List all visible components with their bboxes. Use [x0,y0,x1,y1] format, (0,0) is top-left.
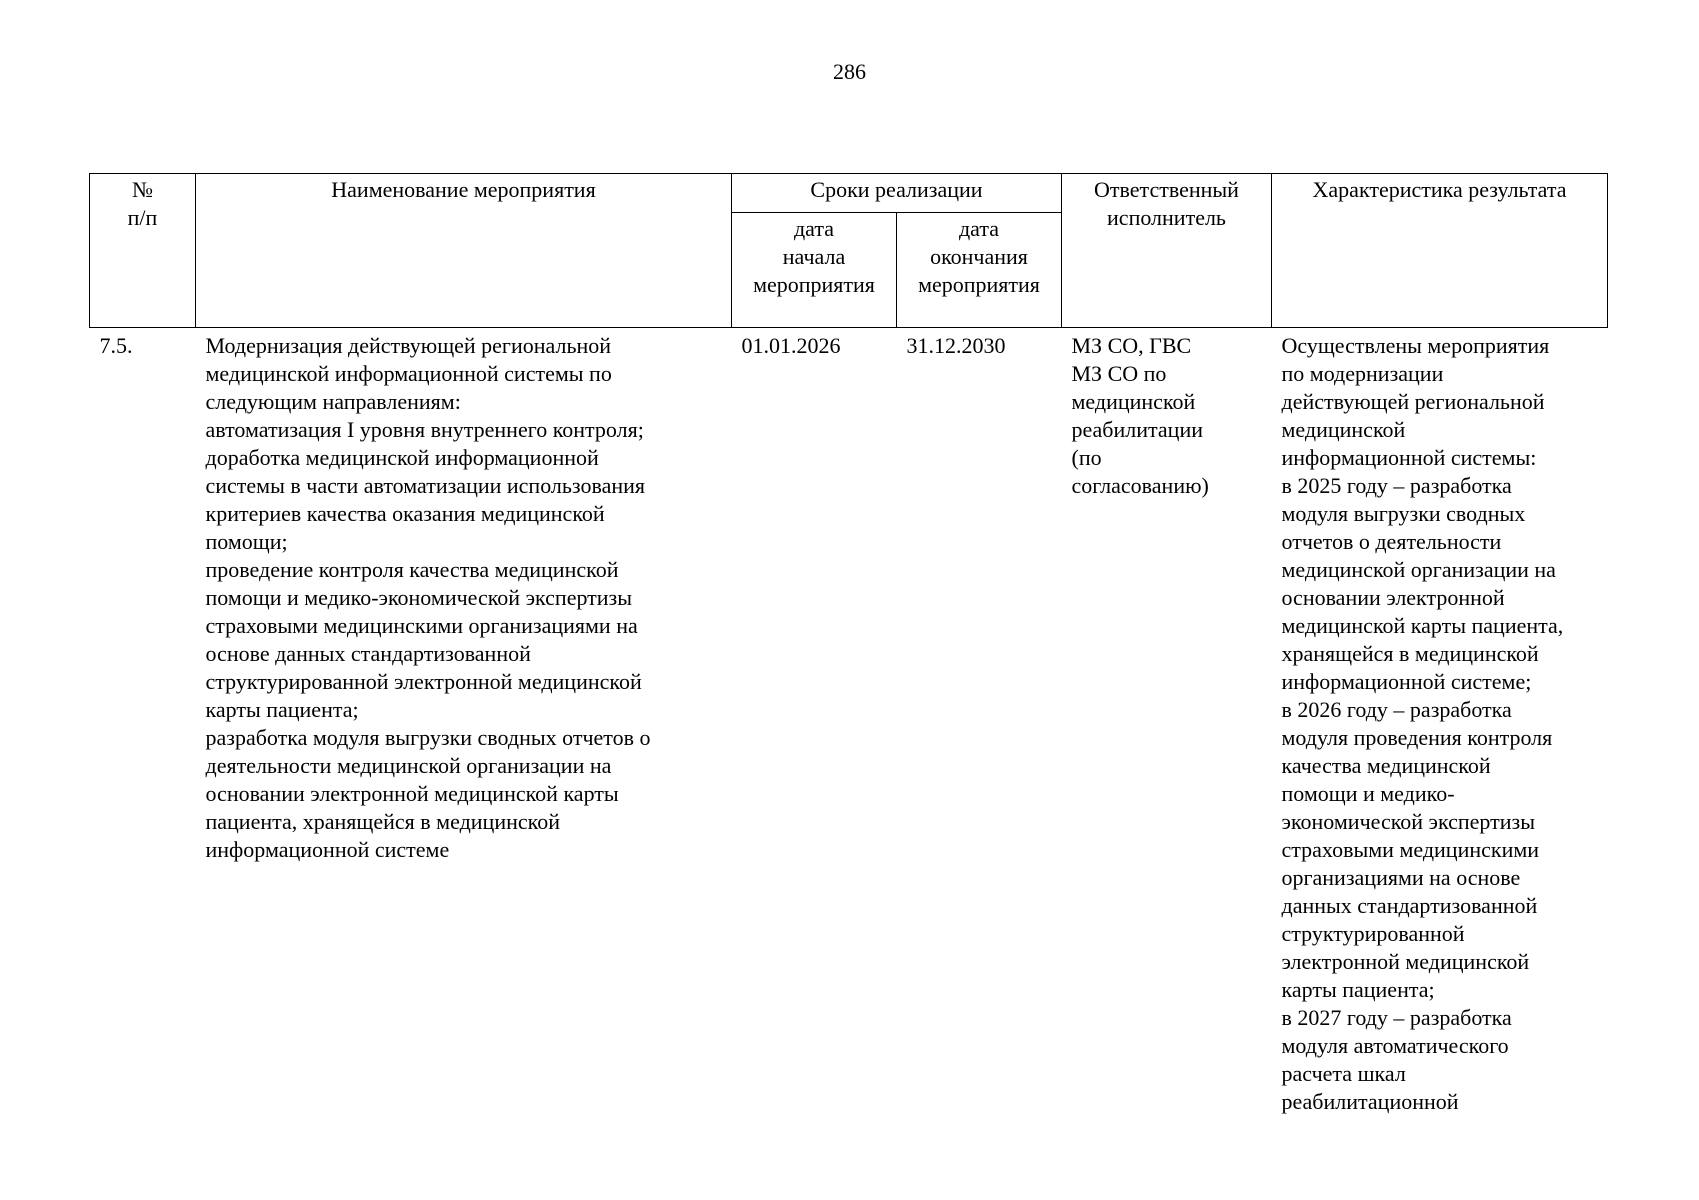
row-result: Осуществлены мероприятия по модернизации действующей региональной медицинской информационной системы: в 2025 году – разработка модуля выгрузки сводных отчетов о деятельности медицинской организации на основании электронной медицинской карты пациента, хранящейся в медицинской информационной системе; в 2026 году – разработка модуля проведения контроля качества медицинской помощи и медико- экономической экспертизы страховыми медицинскими организациями на основе данных стандартизованной структурированной электронной медицинской карты пациента; в 2027 году – разработка модуля автоматического расчета шкал реабилитационной [1281,333,1564,1114]
row-end-date: 31.12.2030 [906,333,1006,358]
header-activity-name: Наименование мероприятия [196,174,732,328]
header-result: Характеристика результата [1272,174,1608,328]
header-responsible: Ответственный исполнитель [1062,174,1272,328]
header-start-date: дата начала мероприятия [732,213,897,328]
page-number: 286 [833,59,866,84]
header-number: № п/п [90,174,196,328]
table-row [90,328,1608,1117]
row-number: 7.5. [99,333,133,358]
row-start-date: 01.01.2026 [741,333,841,358]
header-end-date: дата окончания мероприятия [897,213,1062,328]
row-responsible: МЗ СО, ГВС МЗ СО по медицинской реабилитации (по согласованию) [1071,333,1209,498]
table-header [90,174,1608,328]
activities-table [89,173,1608,1116]
header-implementation-period: Сроки реализации [732,174,1062,213]
row-activity-name: Модернизация действующей региональной медицинской информационной системы по следующим направлениям: автоматизация I уровня внутреннего контроля; доработка медицинской информационной системы в части автоматизации использования критериев качества оказания медицинской помощи; проведение контроля качества медицинской помощи и медико-экономической экспертизы страховыми медицинскими организациями на основе данных стандартизованной структурированной электронной медицинской карты пациента; разработка модуля выгрузки сводных отчетов о деятельности медицинской организации на основании электронной медицинской карты пациента, хранящейся в медицинской информационной системе [205,333,651,862]
